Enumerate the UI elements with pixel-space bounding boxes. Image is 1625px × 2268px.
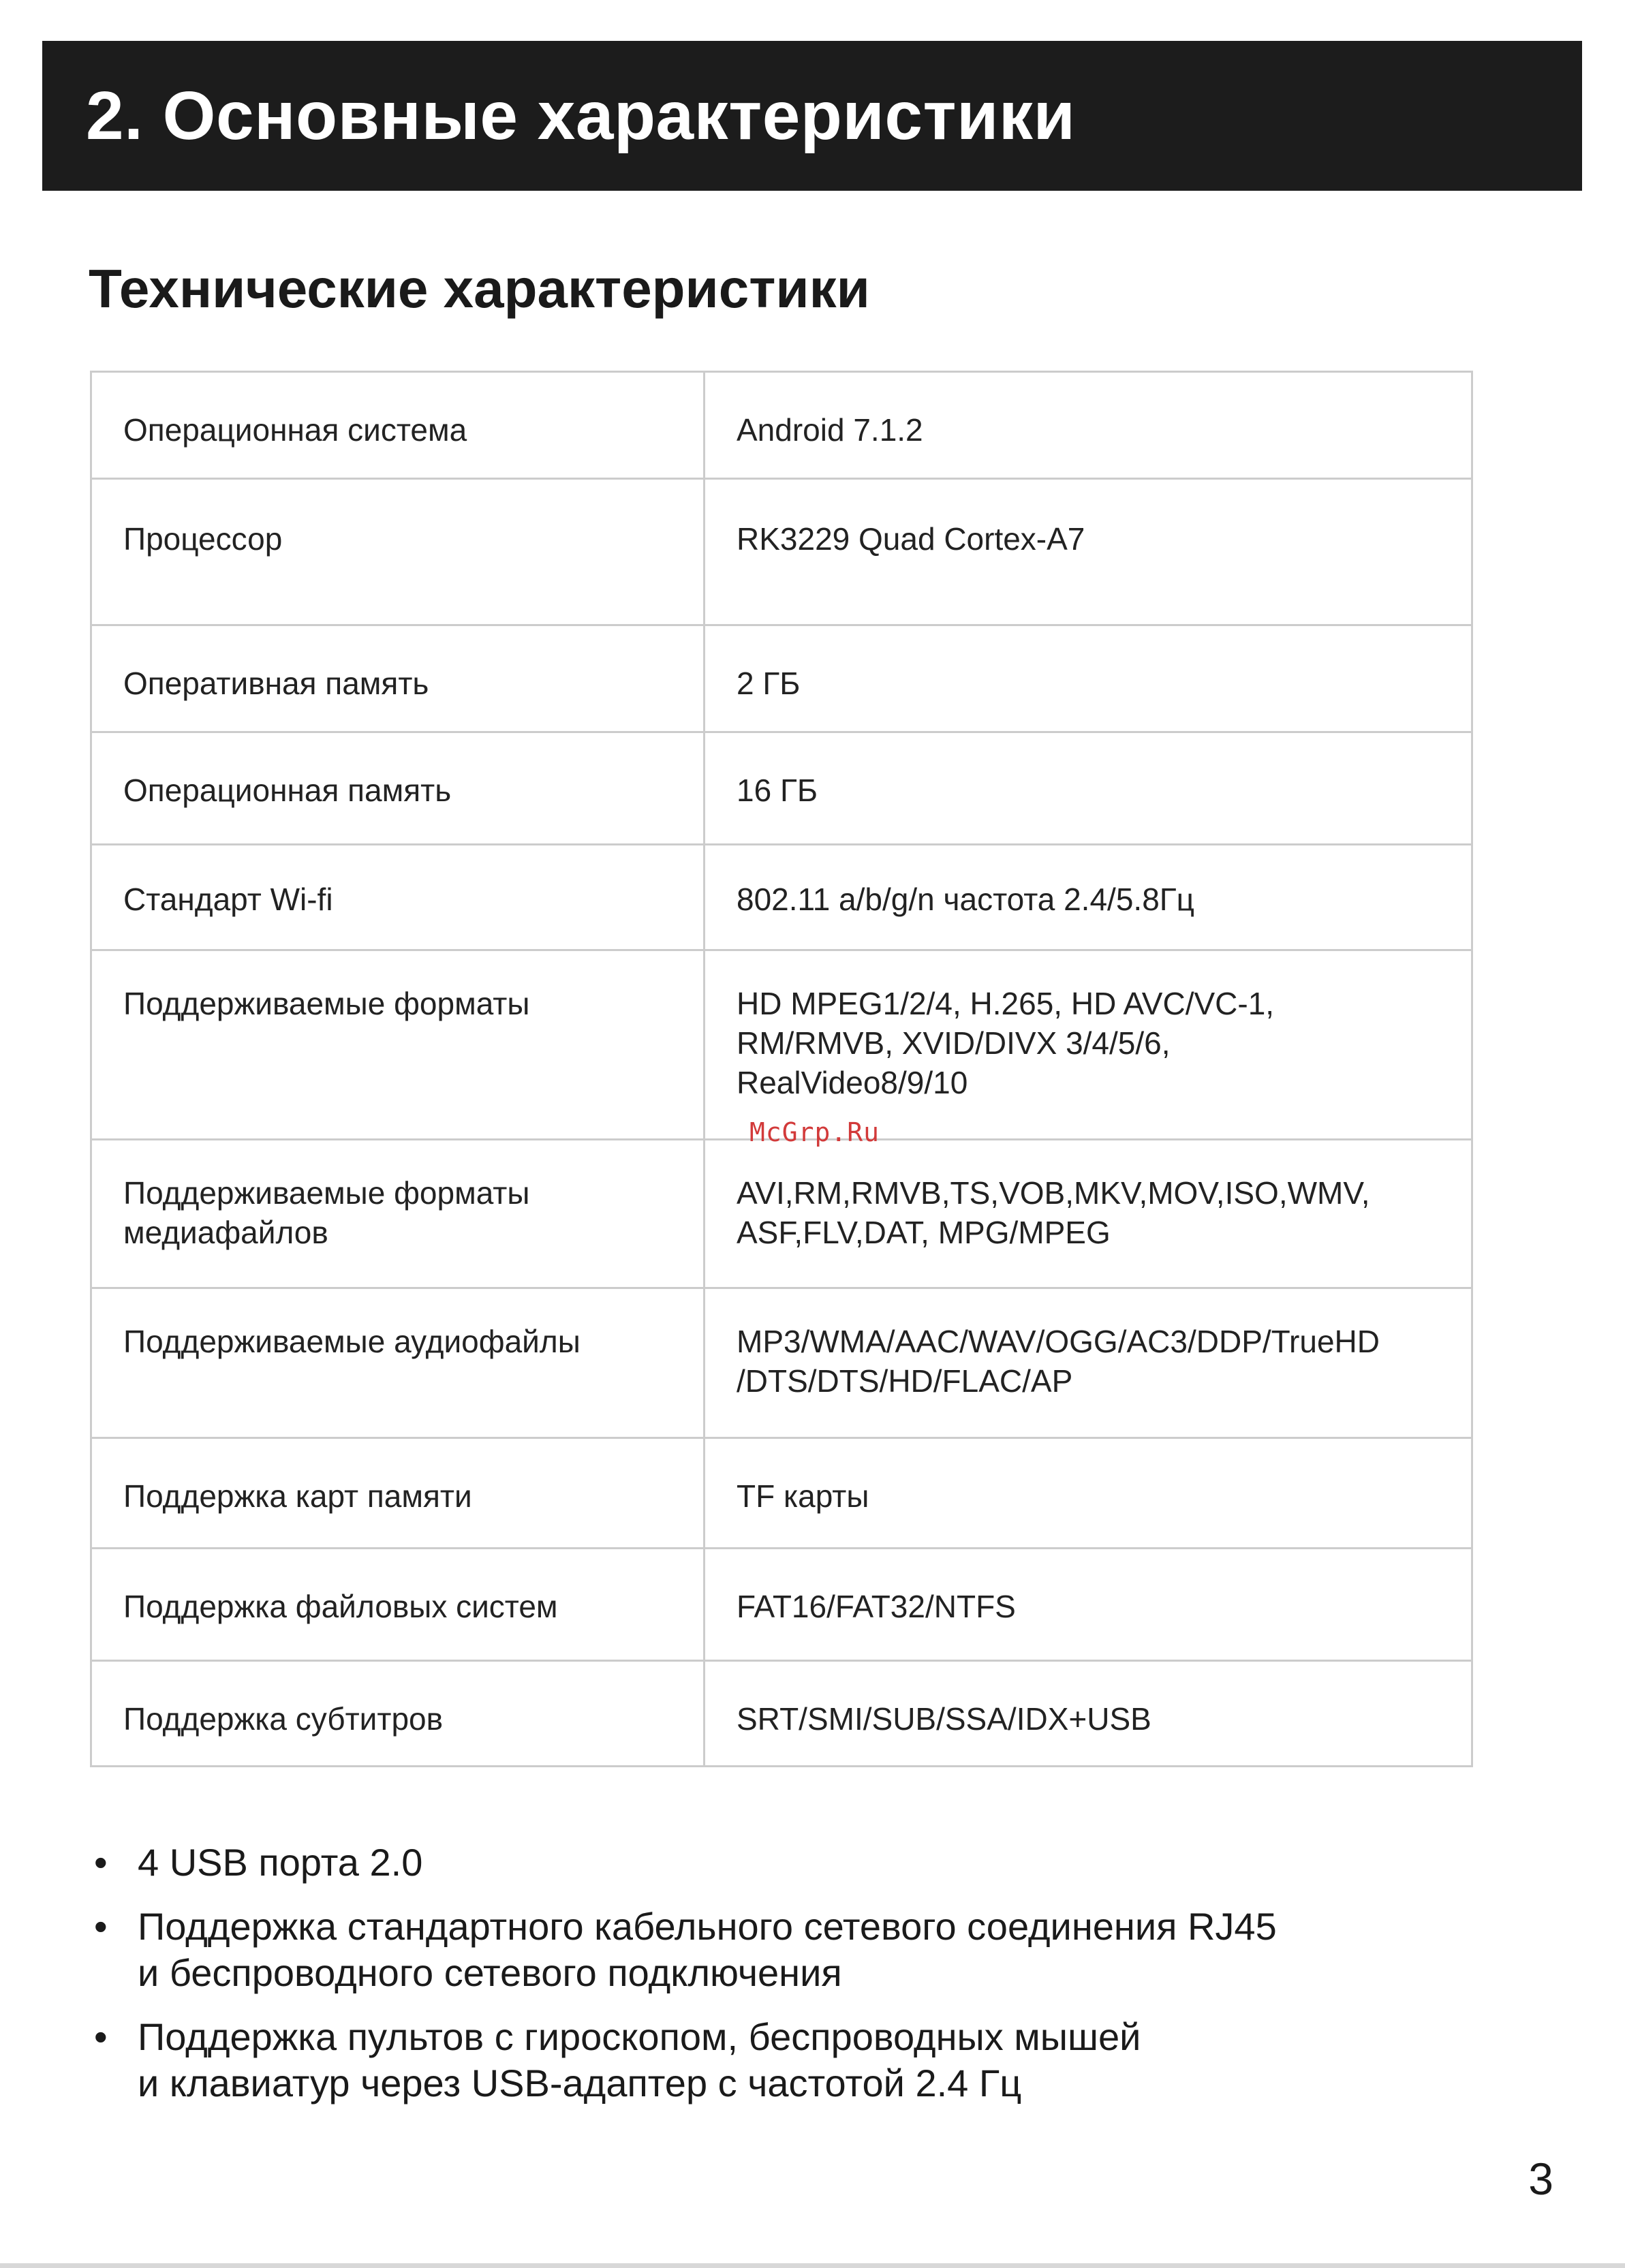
spec-label-cell — [91, 625, 705, 732]
spec-label: Поддержка субтитров — [123, 1701, 444, 1737]
bullet-icon: • — [94, 1905, 108, 1948]
feature-list-item — [89, 1904, 1519, 1996]
spec-label: Операционная память — [123, 773, 452, 808]
spec-label: медиафайлов — [123, 1215, 328, 1250]
spec-label-cell — [91, 950, 705, 1140]
spec-row — [91, 1661, 1472, 1767]
spec-label: Поддерживаемые аудиофайлы — [123, 1324, 581, 1359]
spec-value: AVI,RM,RMVB,TS,VOB,MKV,MOV,ISO,WMV, — [737, 1175, 1370, 1211]
spec-row — [91, 732, 1472, 845]
spec-value-cell — [705, 845, 1472, 950]
spec-value-cell — [705, 372, 1472, 479]
spec-label-cell — [91, 479, 705, 625]
watermark: McGrp.Ru — [749, 1117, 880, 1147]
spec-value: 802.11 a/b/g/n частота 2.4/5.8Гц — [737, 882, 1195, 917]
spec-row — [91, 1549, 1472, 1661]
spec-row — [91, 479, 1472, 625]
spec-label: Процессор — [123, 521, 283, 557]
spec-label: Поддерживаемые форматы — [123, 1175, 530, 1211]
spec-value: RealVideo8/9/10 — [737, 1065, 968, 1100]
spec-value: 16 ГБ — [737, 773, 818, 808]
spec-label-cell — [91, 372, 705, 479]
spec-label-cell — [91, 1140, 705, 1288]
spec-label: Оперативная память — [123, 666, 429, 701]
spec-value: HD MPEG1/2/4, H.265, HD AVC/VC-1, — [737, 986, 1275, 1021]
spec-value: /DTS/DTS/HD/FLAC/AP — [737, 1363, 1073, 1399]
spec-value-cell — [705, 1438, 1472, 1549]
spec-label: Стандарт Wi-fi — [123, 882, 333, 917]
feature-list-item — [89, 2014, 1519, 2107]
spec-row — [91, 372, 1472, 479]
spec-value: TF карты — [737, 1478, 869, 1514]
feature-text: Поддержка пультов с гироскопом, беспроводных мышей — [138, 2015, 1141, 2058]
spec-label-cell — [91, 1549, 705, 1661]
page-number: 3 — [1528, 2154, 1553, 2204]
spec-value-cell — [705, 479, 1472, 625]
spec-value-cell — [705, 1549, 1472, 1661]
feature-text: Поддержка стандартного кабельного сетевого соединения RJ45 — [138, 1905, 1277, 1948]
spec-value-cell — [705, 950, 1472, 1140]
spec-label: Поддержка файловых систем — [123, 1589, 558, 1624]
spec-row — [91, 1438, 1472, 1549]
spec-row — [91, 1140, 1472, 1288]
spec-value-cell — [705, 1661, 1472, 1767]
spec-label-cell — [91, 1438, 705, 1549]
spec-row — [91, 950, 1472, 1140]
page-bottom-rule — [0, 2263, 1625, 2268]
spec-label-cell — [91, 845, 705, 950]
spec-value: 2 ГБ — [737, 666, 801, 701]
spec-value-cell — [705, 732, 1472, 845]
spec-value: SRT/SMI/SUB/SSA/IDX+USB — [737, 1701, 1151, 1737]
spec-value: RM/RMVB, XVID/DIVX 3/4/5/6, — [737, 1025, 1171, 1061]
spec-label-cell — [91, 1288, 705, 1438]
spec-value: ASF,FLV,DAT, MPG/MPEG — [737, 1215, 1111, 1250]
feature-list-item — [89, 1839, 1519, 1886]
section-title: 2. Основные характеристики — [86, 77, 1076, 154]
spec-value: Android 7.1.2 — [737, 412, 923, 448]
spec-value-cell — [705, 1140, 1472, 1288]
spec-row — [91, 1288, 1472, 1438]
spec-value-cell — [705, 1288, 1472, 1438]
feature-text: и беспроводного сетевого подключения — [138, 1951, 842, 1994]
spec-label-cell — [91, 732, 705, 845]
spec-value: RK3229 Quad Cortex-A7 — [737, 521, 1085, 557]
spec-label: Поддерживаемые форматы — [123, 986, 530, 1021]
spec-table — [90, 371, 1473, 1767]
spec-label: Операционная система — [123, 412, 467, 448]
section-header-banner — [42, 41, 1582, 191]
page-subtitle: Технические характеристики — [89, 258, 870, 319]
spec-row — [91, 845, 1472, 950]
spec-value: FAT16/FAT32/NTFS — [737, 1589, 1016, 1624]
spec-row — [91, 625, 1472, 732]
spec-value-cell — [705, 625, 1472, 732]
feature-text: и клавиатур через USB-адаптер с частотой 2.4 Гц — [138, 2062, 1022, 2104]
feature-text: 4 USB порта 2.0 — [138, 1841, 423, 1884]
spec-label-cell — [91, 1661, 705, 1767]
feature-list — [89, 1839, 1519, 2124]
spec-value: MP3/WMA/AAC/WAV/OGG/AC3/DDP/TrueHD — [737, 1324, 1380, 1359]
bullet-icon: • — [94, 1841, 108, 1884]
spec-label: Поддержка карт памяти — [123, 1478, 472, 1514]
bullet-icon: • — [94, 2015, 108, 2058]
spec-table-body — [91, 372, 1472, 1767]
